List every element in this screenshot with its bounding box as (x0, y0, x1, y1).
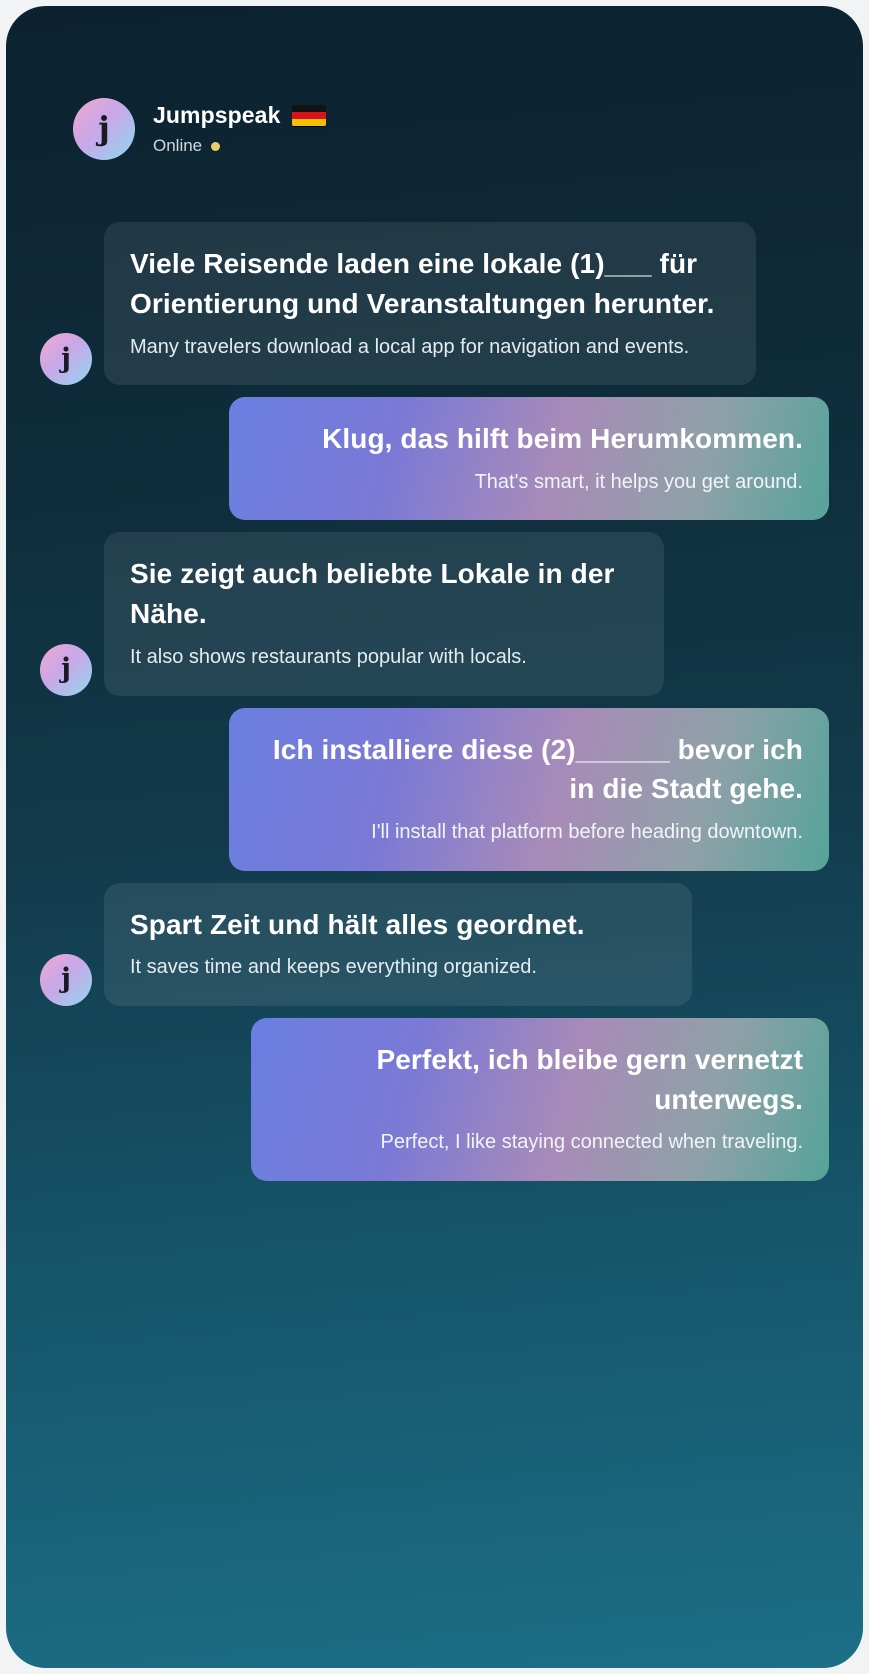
message-translation-text: It also shows restaurants popular with locals. (130, 645, 527, 668)
avatar-glyph: j (98, 109, 110, 147)
message-row (40, 222, 829, 385)
message-bubble-user[interactable] (229, 708, 829, 871)
bot-name: Jumpspeak (153, 102, 281, 128)
message-bubble-bot[interactable] (104, 883, 692, 1006)
message-list (40, 222, 829, 1181)
message-bubble-bot[interactable] (104, 222, 756, 385)
status-dot-icon (211, 142, 220, 151)
bot-name-row (153, 102, 326, 129)
message-row (40, 708, 829, 871)
bot-avatar-small (40, 644, 92, 696)
phone-frame (6, 6, 863, 1668)
message-target-text: Klug, das hilft beim Herumkommen. (322, 423, 803, 455)
avatar-slot (40, 954, 92, 1006)
message-bubble-user[interactable] (251, 1018, 829, 1181)
bot-avatar (73, 98, 135, 160)
avatar-glyph: j (61, 653, 71, 685)
status-row (153, 136, 326, 156)
chat-screen (6, 6, 863, 1668)
message-target-text: Spart Zeit und hält alles geordnet. (130, 908, 585, 940)
message-translation-text: That's smart, it helps you get around. (474, 470, 803, 493)
avatar-slot (40, 644, 92, 696)
bot-avatar-small (40, 954, 92, 1006)
message-bubble-user[interactable] (229, 397, 829, 520)
message-translation-text: It saves time and keeps everything organized. (130, 956, 537, 979)
message-target-text: Ich installiere diese (2)______ bevor ich in die Stadt gehe. (272, 733, 803, 805)
chat-header (40, 6, 829, 160)
message-row (40, 397, 829, 520)
avatar-glyph: j (61, 963, 71, 995)
message-translation-text: I'll install that platform before heading downtown. (371, 821, 803, 844)
bot-avatar-small (40, 333, 92, 385)
message-row (40, 532, 829, 695)
status-label: Online (153, 136, 203, 155)
message-row (40, 1018, 829, 1181)
header-text (153, 102, 326, 156)
avatar-slot (40, 333, 92, 385)
german-flag-icon (292, 105, 326, 127)
message-target-text: Viele Reisende laden eine lokale (1)___ für Orientierung und Veranstaltungen herunter. (130, 248, 715, 319)
message-translation-text: Many travelers download a local app for navigation and events. (130, 335, 690, 358)
message-bubble-bot[interactable] (104, 532, 664, 695)
message-target-text: Sie zeigt auch beliebte Lokale in der Nähe. (130, 558, 615, 630)
message-translation-text: Perfect, I like staying connected when traveling. (380, 1131, 803, 1154)
message-target-text: Perfekt, ich bleibe gern vernetzt unterwegs. (376, 1043, 803, 1115)
avatar-glyph: j (61, 342, 71, 374)
message-row (40, 883, 829, 1006)
